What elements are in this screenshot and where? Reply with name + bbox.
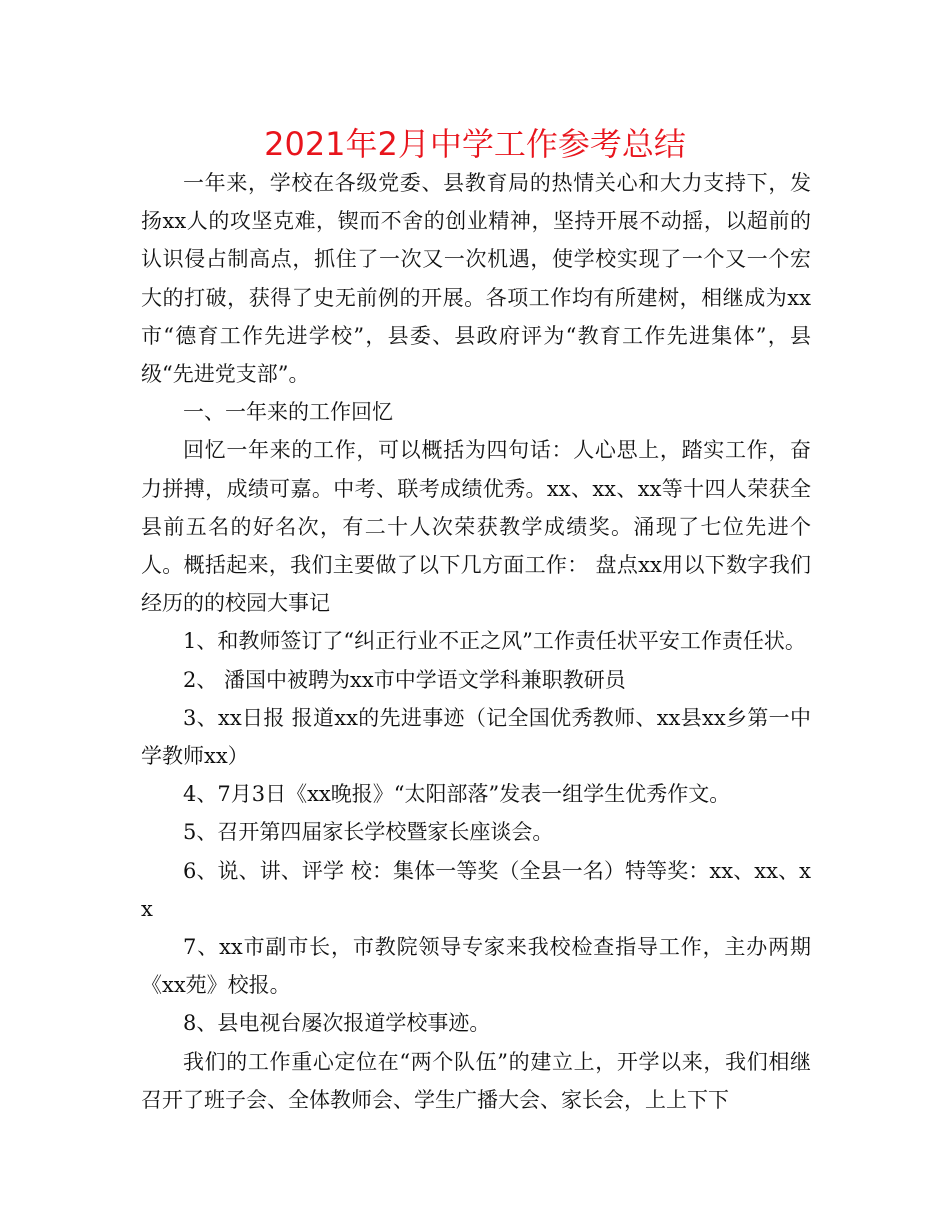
list-item: 5、召开第四届家长学校暨家长座谈会。 <box>183 820 554 845</box>
list-item: 3、xx日报 报道xx的先进事迹（记全国优秀教师、xx县xx乡第一中学教师xx） <box>141 705 811 769</box>
list-item: 8、县电视台屡次报道学校事迹。 <box>183 1011 491 1036</box>
list-item: 6、说、讲、评学 校：集体一等奖（全县一名）特等奖：xx、xx、xx <box>141 858 811 921</box>
list-item: 4、7月3日《xx晚报》“太阳部落”发表一组学生优秀作文。 <box>183 782 731 807</box>
list-item: 7、xx市副市长，市教院领导专家来我校检查指导工作，主办两期《xx苑》校报。 <box>141 935 811 998</box>
paragraph-intro: 一年来，学校在各级党委、县教育局的热情关心和大力支持下，发扬xx人的攻坚克难，锲而不舍的创业精神，坚持开展不动摇，以超前的认识侵占制高点，抓住了一次又一次机遇，使学校实现了一个又一个宏大的打破，获得了史无前例的开展。各项工作均有所建树，相继成为xx市“德育工作先进学校”，县委、县政府评为“教育工作先进集体”，县级“先进党支部”。 <box>141 171 811 387</box>
list-item: 1、和教师签订了“纠正行业不正之风”工作责任状平安工作责任状。 <box>183 629 806 654</box>
document-body <box>141 164 811 1119</box>
paragraph-review: 回忆一年来的工作，可以概括为四句话：人心思上，踏实工作，奋力拼搏，成绩可嘉。中考、联考成绩优秀。xx、xx、xx等十四人荣获全县前五名的好名次，有二十人次荣获教学成绩奖。涌现了七位先进个人。概括起来，我们主要做了以下几方面工作： 盘点xx用以下数字我们经历的的校园大事记 <box>141 438 811 616</box>
list-item: 2、 潘国中被聘为xx市中学语文学科兼职教研员 <box>183 667 626 692</box>
document-title: 2021年2月中学工作参考总结 <box>264 125 686 163</box>
section-heading: 一、一年来的工作回忆 <box>183 400 393 425</box>
paragraph-focus: 我们的工作重心定位在“两个队伍”的建立上，开学以来，我们相继召开了班子会、全体教师会、学生广播大会、家长会，上上下下 <box>141 1049 811 1112</box>
